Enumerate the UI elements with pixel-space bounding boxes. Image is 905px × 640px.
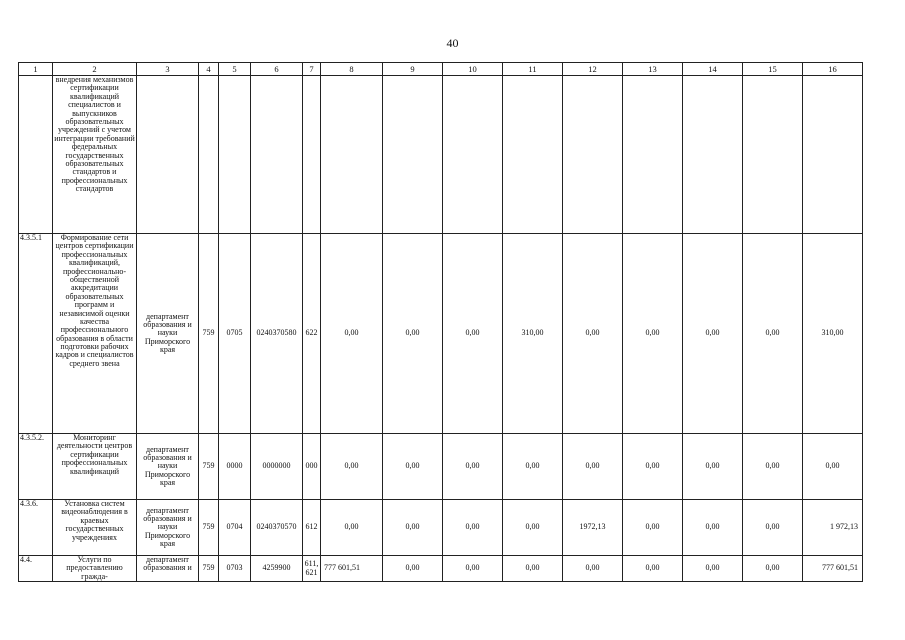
header-cell: 2 <box>53 63 137 76</box>
row-code: 4259900 <box>251 556 303 582</box>
header-cell: 14 <box>683 63 743 76</box>
row-executor: департамент образования и <box>137 556 199 582</box>
row-code: 0000000 <box>251 434 303 500</box>
row-code <box>199 76 219 234</box>
row-value: 0,00 <box>563 434 623 500</box>
row-value: 0,00 <box>563 556 623 582</box>
header-cell: 8 <box>321 63 383 76</box>
header-cell: 7 <box>303 63 321 76</box>
header-cell: 10 <box>443 63 503 76</box>
header-row <box>19 63 863 76</box>
row-value: 0,00 <box>321 500 383 556</box>
row-value: 0,00 <box>503 434 563 500</box>
row-value: 310,00 <box>503 234 563 434</box>
header-cell: 13 <box>623 63 683 76</box>
row-code: 0000 <box>219 434 251 500</box>
row-value <box>683 76 743 234</box>
row-code <box>219 76 251 234</box>
row-title: Формирование сети центров сертификации профессиональных квалификаций, профессионально-общественной аккредитации образовательных программ и независимой оценки качества профессионального образования в области подготовки рабочих кадров и специалистов среднего звена <box>53 234 137 434</box>
row-value: 0,00 <box>623 434 683 500</box>
row-number: 4.4. <box>19 556 53 582</box>
row-title: Мониторинг деятельности центров сертификации профессиональных квалификаций <box>53 434 137 500</box>
header-cell: 3 <box>137 63 199 76</box>
table-row <box>19 76 863 234</box>
row-value: 0,00 <box>383 556 443 582</box>
row-value: 777 601,51 <box>803 556 863 582</box>
row-code: 0705 <box>219 234 251 434</box>
row-value: 0,00 <box>743 556 803 582</box>
header-cell: 11 <box>503 63 563 76</box>
row-code: 0704 <box>219 500 251 556</box>
row-value: 0,00 <box>623 500 683 556</box>
row-value: 0,00 <box>683 556 743 582</box>
row-value: 777 601,51 <box>321 556 383 582</box>
row-value: 0,00 <box>321 234 383 434</box>
row-value: 0,00 <box>443 500 503 556</box>
row-executor: департамент образования и науки Приморского края <box>137 434 199 500</box>
row-value <box>803 76 863 234</box>
row-value <box>321 76 383 234</box>
header-cell: 5 <box>219 63 251 76</box>
row-code: 612 <box>303 500 321 556</box>
row-code: 759 <box>199 500 219 556</box>
row-value: 1 972,13 <box>803 500 863 556</box>
row-value: 0,00 <box>443 434 503 500</box>
row-code: 0240370580 <box>251 234 303 434</box>
table-row <box>19 434 863 500</box>
budget-table <box>18 62 863 582</box>
row-value <box>503 76 563 234</box>
row-executor: департамент образования и науки Приморского края <box>137 234 199 434</box>
table-row <box>19 556 863 582</box>
row-value <box>623 76 683 234</box>
row-title: Услуги по предоставлению гражда- <box>53 556 137 582</box>
row-value: 0,00 <box>743 434 803 500</box>
row-value: 0,00 <box>683 434 743 500</box>
row-code <box>303 76 321 234</box>
row-value: 0,00 <box>563 234 623 434</box>
row-value: 1972,13 <box>563 500 623 556</box>
row-value: 0,00 <box>623 234 683 434</box>
row-code: 0240370570 <box>251 500 303 556</box>
header-cell: 6 <box>251 63 303 76</box>
row-value: 0,00 <box>803 434 863 500</box>
row-code: 759 <box>199 234 219 434</box>
header-cell: 1 <box>19 63 53 76</box>
row-value: 0,00 <box>623 556 683 582</box>
row-value: 0,00 <box>383 434 443 500</box>
header-cell: 15 <box>743 63 803 76</box>
header-cell: 4 <box>199 63 219 76</box>
row-number: 4.3.5.1 <box>19 234 53 434</box>
page-number: 40 <box>446 36 459 50</box>
row-executor: департамент образования и науки Приморского края <box>137 500 199 556</box>
header-cell: 9 <box>383 63 443 76</box>
row-code: 000 <box>303 434 321 500</box>
row-value: 0,00 <box>321 434 383 500</box>
row-value: 0,00 <box>683 234 743 434</box>
row-value <box>743 76 803 234</box>
row-value <box>443 76 503 234</box>
row-value <box>383 76 443 234</box>
row-code: 622 <box>303 234 321 434</box>
row-value: 0,00 <box>743 234 803 434</box>
row-code: 759 <box>199 434 219 500</box>
row-value: 0,00 <box>383 234 443 434</box>
row-code: 0703 <box>219 556 251 582</box>
row-code: 759 <box>199 556 219 582</box>
row-value: 0,00 <box>503 556 563 582</box>
header-cell: 12 <box>563 63 623 76</box>
row-number: 4.3.5.2. <box>19 434 53 500</box>
row-value: 0,00 <box>443 556 503 582</box>
row-value: 0,00 <box>743 500 803 556</box>
row-number: 4.3.6. <box>19 500 53 556</box>
row-value: 310,00 <box>803 234 863 434</box>
table-row <box>19 500 863 556</box>
row-code <box>251 76 303 234</box>
row-value <box>563 76 623 234</box>
row-value: 0,00 <box>443 234 503 434</box>
row-title: Установка систем видеонаблюдения в краевых государственных учреждениях <box>53 500 137 556</box>
row-value: 0,00 <box>683 500 743 556</box>
row-executor <box>137 76 199 234</box>
table-row <box>19 234 863 434</box>
row-number <box>19 76 53 234</box>
row-value: 0,00 <box>383 500 443 556</box>
row-title: внедрения механизмов сертификации квалификаций специалистов и выпускников образовательных учреждений с учетом интеграции требований федеральных государственных образовательных стандартов и профессиональных стандартов <box>53 76 137 234</box>
header-cell: 16 <box>803 63 863 76</box>
row-code: 611, 621 <box>303 556 321 582</box>
row-value: 0,00 <box>503 500 563 556</box>
